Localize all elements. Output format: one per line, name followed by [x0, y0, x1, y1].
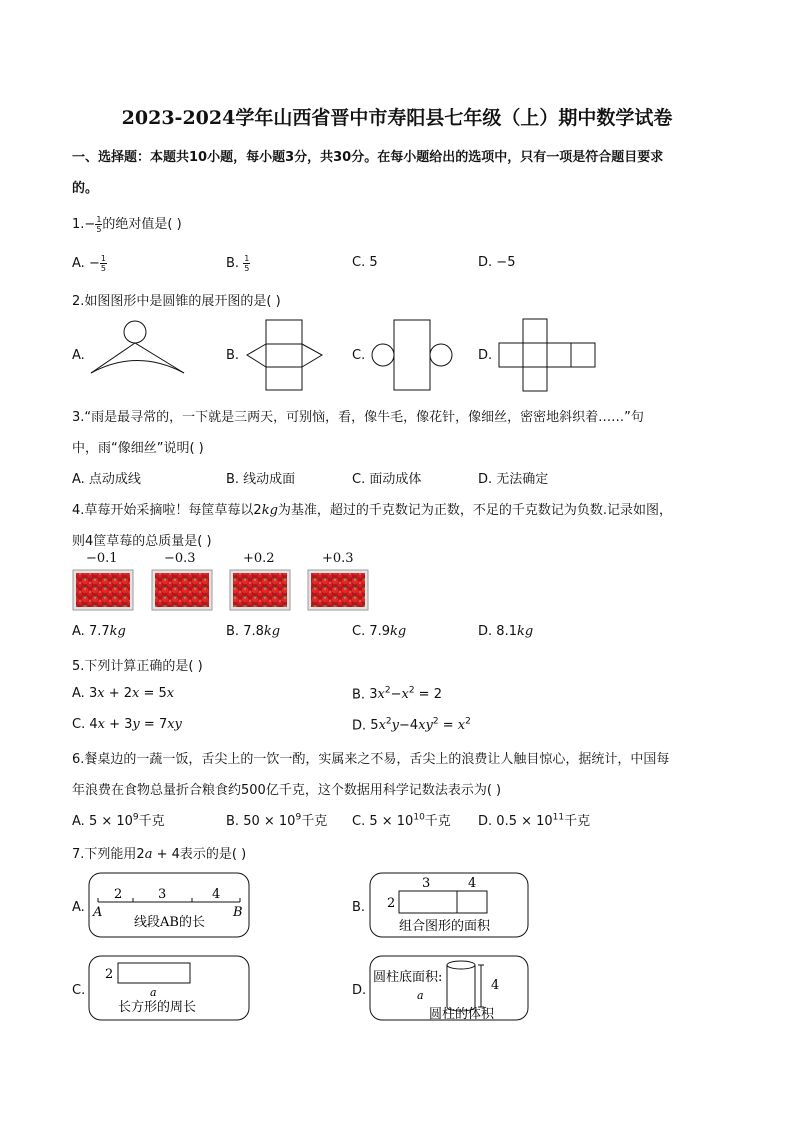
question-3-stem: 3.“雨是最寻常的，一下就是三两天，可别恼，看，像牛毛，像花针，像细丝，密密地斜织着……”句: [72, 410, 644, 425]
caption: 线段AB的长: [134, 915, 205, 930]
option-label: D.: [352, 718, 367, 734]
base-area-var: a: [417, 989, 424, 1002]
option-label: B.: [226, 624, 240, 639]
option-c[interactable]: [352, 255, 378, 270]
question-5-stem: 5.下列计算正确的是( ): [72, 659, 203, 674]
segment-length-1: 2: [114, 887, 123, 902]
section-heading: 一、选择题：本题共10小题，每小题3分，共30分。在每小题给出的选项中，只有一项是符合题目要求: [72, 150, 664, 165]
question-7-stem: [72, 843, 246, 862]
option-label: D.: [478, 255, 493, 270]
option-d[interactable]: [478, 810, 590, 829]
record-2: −0.3: [164, 551, 196, 566]
record-1: −0.1: [86, 551, 118, 566]
segment-length-3: 4: [212, 887, 221, 902]
segment-length-2: 3: [158, 887, 167, 902]
option-value: 7.7: [88, 624, 110, 639]
width-label-2: 4: [468, 876, 477, 891]
height-label: 2: [387, 896, 396, 911]
option-label: D.: [478, 814, 493, 829]
option-a[interactable]: [72, 810, 165, 829]
question-6-stem: 6.餐桌边的一蔬一饭，舌尖上的一饮一酌，实属来之不易，舌尖上的浪费让人触目惊心，据统计，中国每: [72, 752, 670, 767]
expression: $5 \times 10^9$: [88, 812, 139, 829]
question-1-stem: [72, 213, 182, 234]
option-text: 5: [369, 255, 378, 270]
expression: 4x + 3y = 7xy: [89, 717, 182, 732]
basket-2: [152, 570, 212, 610]
point-b: B: [233, 905, 243, 920]
section-heading-cont: 的。: [72, 181, 99, 196]
option-a[interactable]: A. 点动成线: [72, 472, 141, 487]
basket-3: [230, 570, 290, 610]
unit: 千克: [424, 814, 451, 829]
caption: 圆柱的体积: [429, 1007, 495, 1022]
option-a[interactable]: [72, 624, 126, 639]
question-4-stem: [72, 499, 672, 518]
height-label: 4: [491, 978, 500, 993]
basket-1: [73, 570, 133, 610]
point-a: A: [93, 905, 103, 920]
expression: $5x^2y-4xy^2 = x^2$: [370, 717, 471, 734]
unit: kg: [390, 624, 407, 639]
option-b-label[interactable]: B.: [352, 900, 366, 915]
fraction: [243, 254, 250, 273]
expression: $3x^2-x^2 = 2$: [369, 686, 442, 703]
question-6-stem-cont: 年浪费在食物总量折合粮食约500亿千克，这个数据用科学记数法表示为( ): [72, 783, 502, 798]
option-a[interactable]: [72, 254, 107, 273]
option-label: A.: [72, 624, 85, 639]
option-d-label[interactable]: D.: [352, 983, 367, 998]
stem-part: 4.草莓开始采摘啦！每筐草莓以2: [72, 503, 262, 518]
option-label: C.: [352, 814, 366, 829]
variable: a: [144, 847, 153, 862]
expression: $0.5 \times 10^{11}$: [496, 812, 565, 829]
option-b[interactable]: B. 线动成面: [226, 472, 296, 487]
option-a-label[interactable]: A.: [72, 900, 85, 915]
unit: kg: [516, 624, 534, 639]
option-text: −5: [496, 255, 516, 270]
caption: 组合图形的面积: [399, 919, 491, 934]
denominator: 5: [244, 264, 250, 273]
option-c-label[interactable]: C.: [352, 348, 366, 363]
denominator: 5: [100, 264, 106, 273]
expression: $50 \times 10^9$: [243, 812, 302, 829]
unit: 千克: [564, 814, 591, 829]
option-b-label[interactable]: B.: [226, 348, 240, 363]
option-c[interactable]: [352, 810, 451, 829]
option-label: B.: [226, 814, 240, 829]
unit: kg: [261, 503, 278, 518]
option-a[interactable]: [72, 686, 174, 701]
sector-with-circle-figure: [88, 318, 194, 376]
option-label: A.: [72, 686, 85, 701]
stem-part: 7.下列能用2: [72, 847, 145, 862]
option-c-label[interactable]: C.: [72, 983, 86, 998]
segment-ab-figure: [88, 872, 250, 940]
option-c[interactable]: [72, 717, 182, 732]
question-number: 1.: [72, 217, 85, 232]
option-d[interactable]: [478, 624, 533, 639]
option-b[interactable]: [226, 810, 327, 829]
question-4-stem-cont: 则4筐草莓的总质量是( ): [72, 534, 212, 549]
option-label: B.: [226, 256, 240, 271]
unit: kg: [263, 624, 281, 639]
strawberry-baskets-image: [72, 569, 372, 613]
denominator: 5: [96, 225, 102, 234]
minus-sign: −: [84, 217, 96, 232]
option-label: D.: [478, 624, 493, 639]
minus-sign: −: [88, 256, 100, 271]
option-label: A.: [72, 814, 85, 829]
option-label: C.: [72, 717, 86, 732]
option-c[interactable]: C. 面动成体: [352, 472, 422, 487]
option-value: 8.1: [496, 624, 517, 639]
stem-part: + 4表示的是( ): [152, 847, 247, 862]
option-label: C.: [352, 624, 366, 639]
option-d[interactable]: [352, 717, 471, 733]
rectangle-perimeter-figure: [88, 955, 250, 1023]
expression: $5 \times 10^{10}$: [369, 812, 425, 829]
stem-tail: 的绝对值是( ): [102, 217, 182, 232]
height-label: 2: [105, 967, 114, 982]
expression: 3x + 2x = 5x: [88, 686, 175, 701]
option-a-label[interactable]: A.: [72, 348, 85, 363]
option-value: 7.8: [243, 624, 264, 639]
composite-area-figure: [369, 872, 531, 940]
fraction: [100, 254, 107, 273]
cylinder-volume-figure: [369, 955, 531, 1023]
page-title: 2023-2024学年山西省晋中市寿阳县七年级（上）期中数学试卷: [121, 107, 673, 129]
numerator: 1: [96, 215, 102, 224]
unit: kg: [109, 624, 126, 639]
option-c[interactable]: [352, 624, 406, 639]
caption: 长方形的周长: [118, 1000, 197, 1015]
option-b[interactable]: [226, 254, 250, 273]
width-label: a: [150, 986, 157, 999]
unit: 千克: [138, 814, 165, 829]
option-label: B.: [352, 687, 366, 703]
option-d-label[interactable]: D.: [478, 348, 493, 363]
option-b[interactable]: [352, 686, 442, 702]
question-2-stem: 2.如图图形中是圆锥的展开图的是( ): [72, 294, 281, 309]
record-4: +0.3: [322, 551, 354, 566]
question-3-stem-cont: 中，雨“像细丝”说明( ): [72, 441, 204, 456]
base-area-label: 圆柱底面积:: [373, 970, 443, 985]
option-b[interactable]: [226, 624, 280, 639]
option-label: C.: [352, 255, 366, 270]
cube-net-figure: [496, 318, 600, 392]
stem-part: 为基准，超过的千克数记为正数，不足的千克数记为负数.记录如图，: [277, 503, 673, 518]
numerator: 1: [100, 254, 106, 263]
record-3: +0.2: [243, 551, 275, 566]
option-d[interactable]: D. 无法确定: [478, 472, 549, 487]
numerator: 1: [244, 254, 250, 263]
unit: 千克: [301, 814, 328, 829]
cylinder-net-figure: [370, 318, 454, 394]
prism-net-figure: [244, 318, 326, 394]
width-label-1: 3: [422, 876, 431, 891]
option-label: A.: [72, 256, 85, 271]
basket-4: [308, 570, 368, 610]
option-value: 7.9: [369, 624, 391, 639]
option-d[interactable]: [478, 255, 515, 270]
